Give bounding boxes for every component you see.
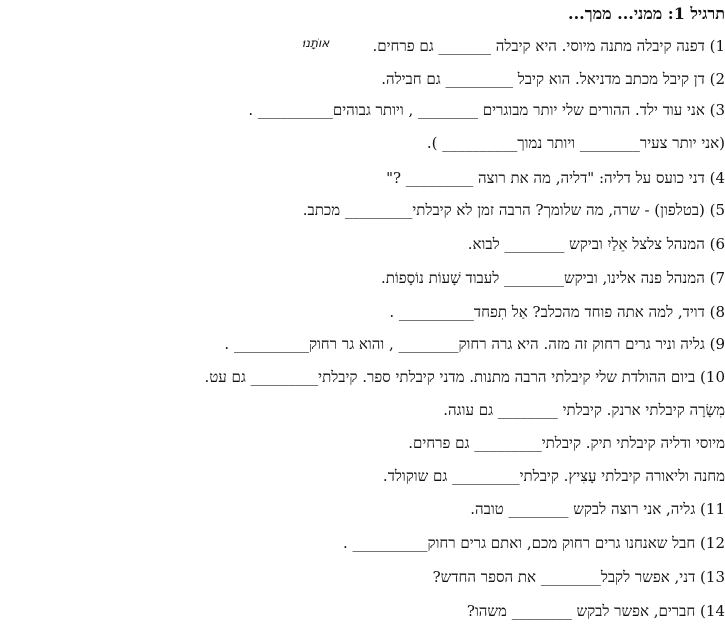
exercise-line-10b: מִשָׂרָה קיבלתי ארנק. קיבלתי ________ גם עוגה. xyxy=(443,401,725,419)
exercise-line-2: 2) דן קיבל מכתב מדניאל. הוא קיבל _________ גם חבילה. xyxy=(381,70,725,88)
exercise-line-10d: מחנה וליאורה קיבלתי עָצִיץ. קיבלתי_________ גם שוקולד. xyxy=(382,467,725,485)
exercise-line-10: 10) ביום ההולדת שלי קיבלתי הרבה מתנות. מדני קיבלתי ספר. קיבלתי_________ גם עט. xyxy=(204,368,725,386)
exercise-line-9: 9) גליה וניר גרים רחוק זה מזה. היא גרה רחוק________ , והוא גר רחוק__________ . xyxy=(224,335,725,353)
exercise-line-3b: (אני יותר צעיר________ ויותר נמוך__________ ). xyxy=(426,134,725,152)
exercise-line-7: 7) המנהל פנה אלינו, וביקש________ לעבוד שָׁעוֹת נוֹסָפוֹת. xyxy=(380,269,725,287)
exercise-line-1: 1) דפנה קיבלה מתנה מיוסי. היא קיבלה _______ גם פרחים. xyxy=(372,37,725,55)
exercise-line-13: 13) דני, אפשר לקבל________ את הספר החדש? xyxy=(432,568,725,586)
exercise-line-3: 3) אני עוד ילד. ההורים שלי יותר מבוגרים ________ , ויותר גבוהים__________ . xyxy=(248,101,725,119)
exercise-title: תרגיל 1: ממני... ממך... xyxy=(568,4,725,23)
handwritten-answer: אוֹתָנוּ xyxy=(302,36,330,50)
exercise-line-5: 5) (בטלפון) - שרה, מה שלומך? הרבה זמן לא קיבלתי_________ מכתב. xyxy=(302,201,725,219)
exercise-line-6: 6) המנהל צלצל אֵלַיִ וביקש ________ לבוא. xyxy=(467,235,725,253)
exercise-line-4: 4) דני כועס על דליה: "דליה, מה את רוצה _________ ?" xyxy=(386,169,725,187)
exercise-line-14: 14) חברים, אפשר לבקש ________ משהו? xyxy=(466,602,725,620)
exercise-line-10c: מיוסי ודליה קיבלתי תיק. קיבלתי_________ גם פרחים. xyxy=(408,434,725,452)
exercise-line-8: 8) דויד, למה אתה פוחד מהכלב? אַל תִפחד__________ . xyxy=(389,303,725,321)
exercise-line-12: 12) חבל שאנחנו גרים רחוק מכם, ואתם גרים רחוק__________ . xyxy=(343,534,725,552)
exercise-line-11: 11) גליה, אני רוצה לבקש ________ טובה. xyxy=(470,500,725,518)
